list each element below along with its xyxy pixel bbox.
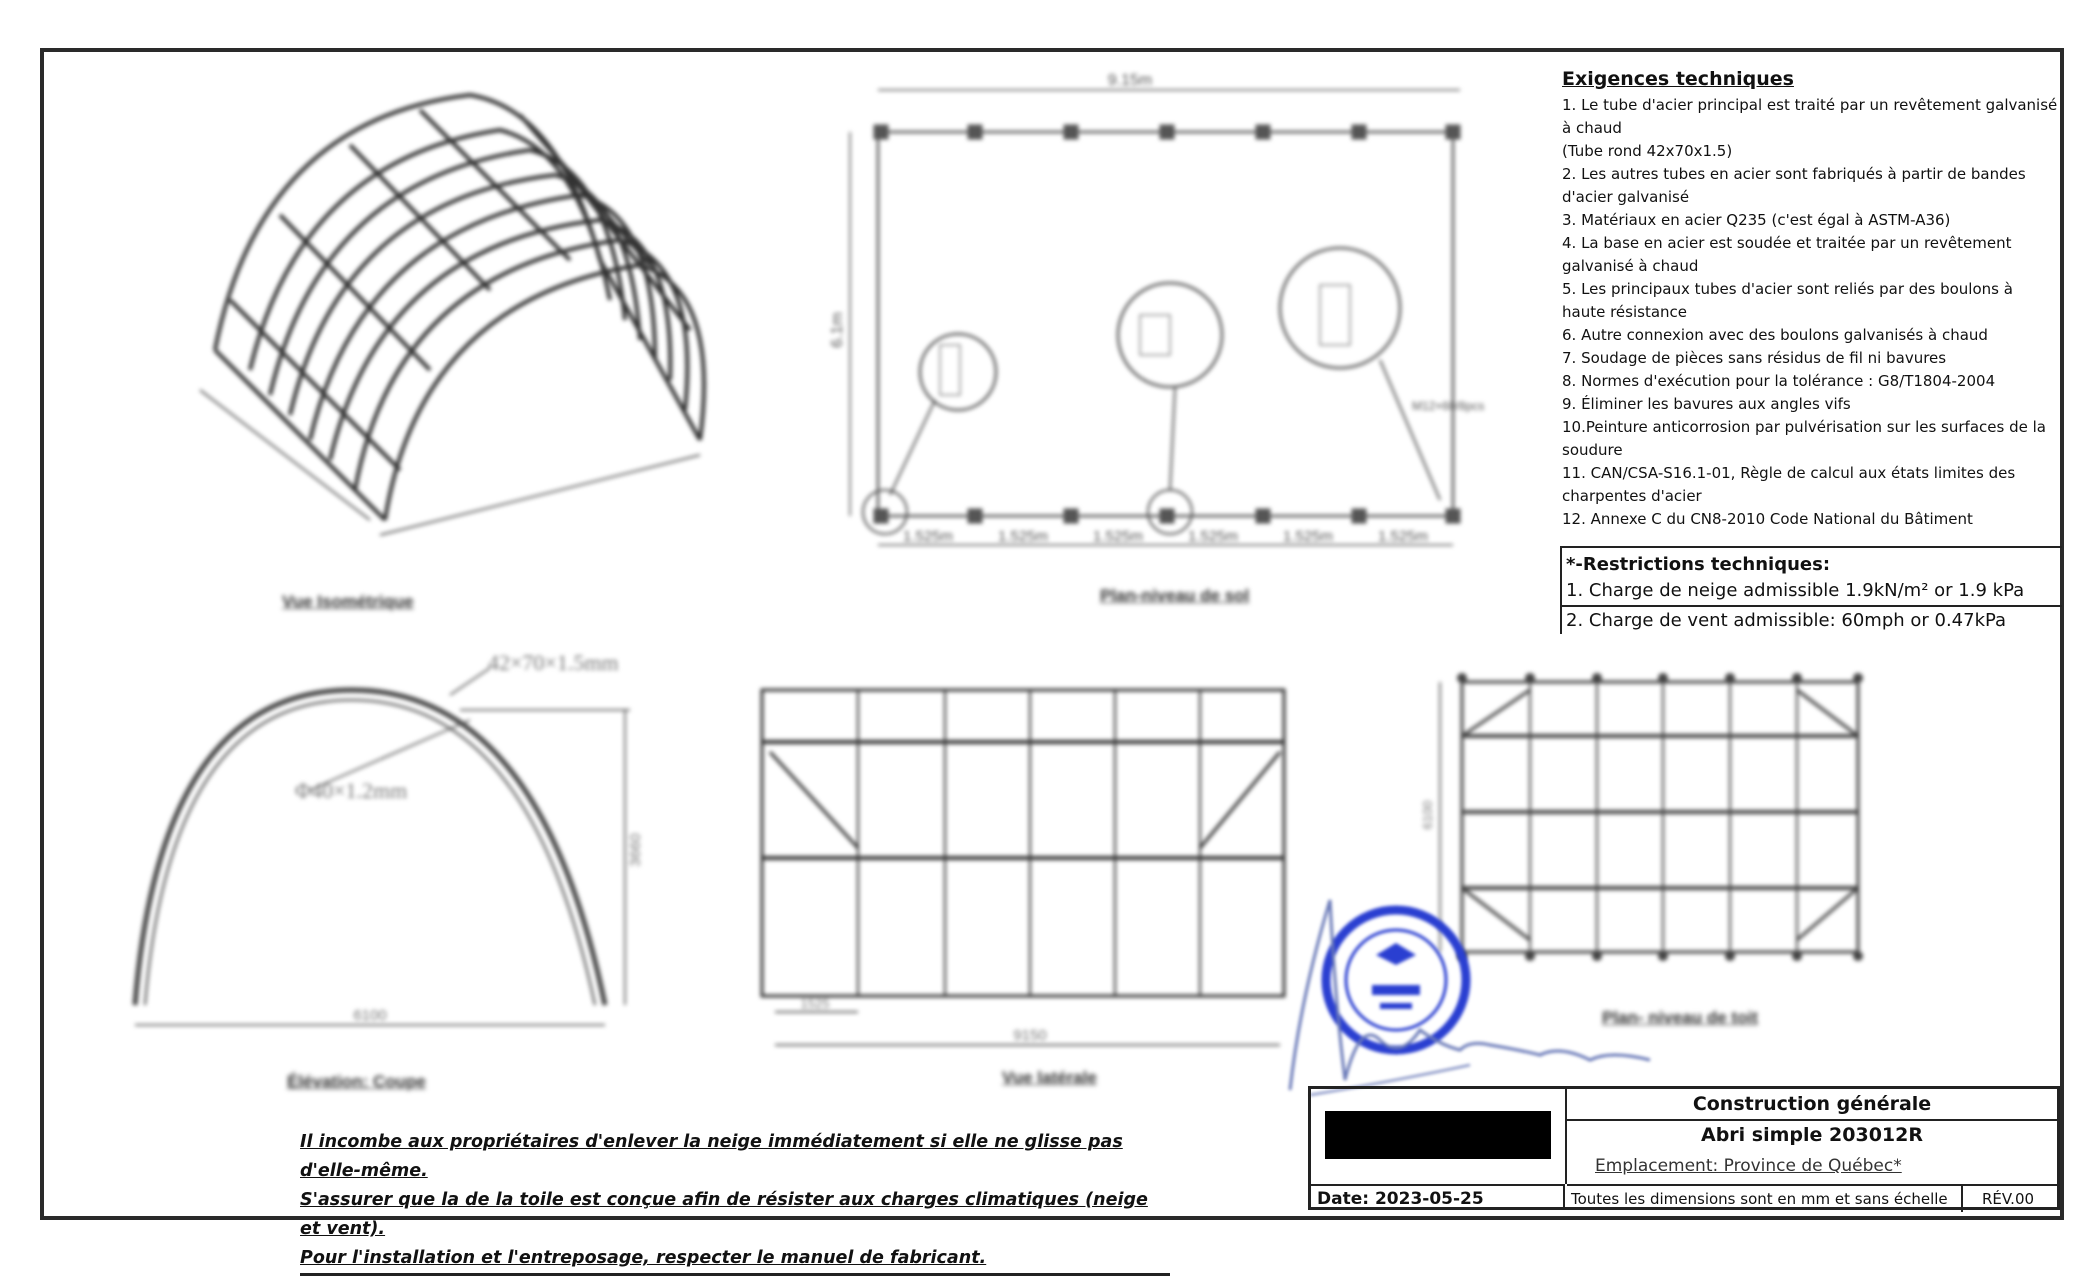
floor-plan-width-dim: 9.15m [1107,72,1153,89]
requirement-item: 10.Peinture anticorrosion par pulvérisation sur les surfaces de la soudure [1562,418,2046,459]
requirement-item: 2. Les autres tubes en acier sont fabriqués à partir de bandes d'acier galvanisé [1562,165,2026,206]
floor-plan-detail-note: M12×60/8pcs [1412,399,1485,413]
roof-width-dim: 6100 [1420,800,1435,830]
title-block-logo-area [1311,1089,1567,1184]
title-block-header: Construction générale [1567,1089,2057,1121]
restriction-item: 1. Charge de neige admissible 1.9kN/m² or 1.9 kPa [1562,577,2062,607]
note-line: Pour l'installation et l'entreposage, respecter le manuel de fabricant. [300,1248,987,1268]
note-line: S'assurer que la de la toile est conçue afin de résister aux charges climatiques (neige et vent). [300,1190,1148,1239]
redacted-box [1325,1111,1551,1159]
floor-plan-spacing: 1.525m [997,528,1049,545]
note-line: Il incombe aux propriétaires d'enlever la neige immédiatement si elle ne glisse pas d'elle-même. [300,1132,1123,1181]
side-length-dim: 9150 [1013,1027,1047,1044]
technical-requirements [1560,68,2060,531]
requirement-item: 6. Autre connexion avec des boulons galvanisés à chaud [1562,326,1988,344]
floor-plan-label: Plan-niveau de sol [1100,586,1250,605]
floor-plan-length-dim: 6.1m [829,312,846,348]
revision: RÉV.00 [1981,1190,2035,1208]
drawing-date: Date: 2023-05-25 [1311,1184,1565,1210]
requirement-item: 1. Le tube d'acier principal est traité par un revêtement galvanisé à chaud [1562,96,2058,137]
dimensions-note: Toutes les dimensions sont en mm et sans échelle [1567,1186,1963,1212]
floor-plan-spacing: 1.525m [902,528,954,545]
requirement-item: 7. Soudage de pièces sans résidus de fil ni bavures [1562,349,1947,367]
section-height-dim: 3660 [627,833,644,867]
requirement-item: 4. La base en acier est soudée et traitée par un revêtement galvanisé à chaud [1562,234,2012,275]
title-block-footer [1567,1184,2057,1212]
roof-plan-label: Plan- niveau de toit [1602,1008,1758,1027]
owner-notes [300,1128,1170,1276]
section-label: Élévation: Coupe [287,1072,426,1091]
requirement-item: 5. Les principaux tubes d'acier sont reliés par des boulons à haute résistance [1562,280,2013,321]
section-span-dim: 6100 [353,1007,387,1024]
engineer-stamp [1326,910,1466,1050]
floor-plan-spacing: 1.525m [1282,528,1334,545]
requirement-item: 12. Annexe C du CN8-2010 Code National du Bâtiment [1562,510,1973,528]
floor-plan-spacing: 1.525m [1187,528,1239,545]
isometric-label: Vue Isométrique [282,592,414,611]
restriction-item: 2. Charge de vent admissible: 60mph or 0.47kPa [1566,610,2007,631]
requirements-title: Exigences techniques [1562,68,1794,90]
requirement-item: (Tube rond 42x70x1.5) [1562,142,1733,160]
requirement-item: 8. Normes d'exécution pour la tolérance : G8/T1804-2004 [1562,372,1996,390]
requirement-item: 3. Matériaux en acier Q235 (c'est égal à ASTM-A36) [1562,211,1951,229]
technical-restrictions [1560,546,2062,634]
side-view-label: Vue latérale [1002,1068,1097,1087]
requirement-item: 9. Éliminer les bavures aux angles vifs [1562,395,1851,413]
title-block [1308,1086,2060,1210]
section-tube-secondary: Φ40×1.2mm [295,778,408,803]
floor-plan-spacing: 1.525m [1092,528,1144,545]
floor-plan-spacing: 1.525m [1377,528,1429,545]
requirement-item: 11. CAN/CSA-S16.1-01, Règle de calcul aux états limites des charpentes d'acier [1562,464,2016,505]
location: Emplacement: Province de Québec* [1595,1156,1902,1176]
section-tube-main: 42×70×1.5mm [488,650,619,675]
side-bay-dim: 1525 [800,996,830,1011]
product-name: Abri simple 203012R [1701,1124,1923,1146]
restrictions-title: *-Restrictions techniques: [1566,554,1831,575]
